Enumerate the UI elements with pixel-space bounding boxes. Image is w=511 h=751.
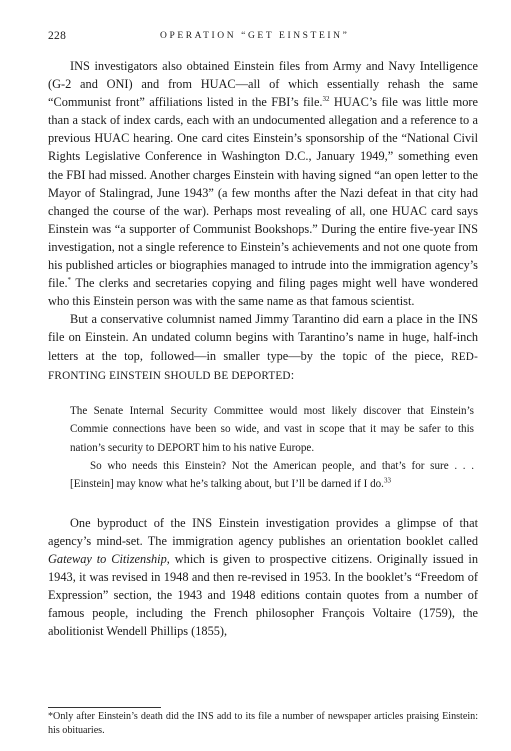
paragraph-text: But a conservative columnist named Jimmy Tarantino did earn a place in the INS file on Einstein. An undated column begins with Tarantino’s name in huge, half-inch letters at the top, followed—in smaller type—by the topic of the piece, <box>48 312 478 363</box>
running-head: OPERATION “GET EINSTEIN” <box>160 31 350 41</box>
footnote-divider <box>48 707 161 708</box>
column-headline: RED-FRONTING EINSTEIN SHOULD BE DEPORTED <box>48 350 478 382</box>
endnote-marker: 33 <box>383 476 391 485</box>
block-quote <box>48 402 478 494</box>
footnote: *Only after Einstein’s death did the INS add to its file a number of newspaper articles praising Einstein: his obituaries. <box>48 711 478 737</box>
paragraph-text: The clerks and secretaries copying and filing pages might well have wondered who this Einstein person was with the same name as that famous scientist. <box>48 276 478 309</box>
paragraph-text: , which is given to prospective citizens. Originally issued in 1943, it was revised in 1948 and then re-revised in 1953. In the booklet’s “Freedom of Expression” section, the 1943 and 1948 editions contain quotes from a number of famous people, including the French philosopher François Voltaire (1759), the abolitionist Wendell Phillips (1855), <box>48 551 478 639</box>
paragraph-text: One byproduct of the INS Einstein investigation provides a glimpse of that agency’s mind-set. The immigration agency publishes an orientation booklet called <box>48 515 478 548</box>
paragraph-text: INS investigators also obtained Einstein files from Army and Navy Intelligence (G-2 and ONI) and from HUAC—all of which essentially rehash the same “Communist front” affiliations listed in the FBI’s file. <box>48 59 478 110</box>
page-header <box>48 30 478 46</box>
quote-text: So who needs this Einstein? Not the American people, and that’s for sure . . . [Einstein] may know what he’s talking about, but I’ll be darned if I do. <box>70 459 474 491</box>
page-number: 228 <box>48 30 67 42</box>
paragraph-tarantino <box>48 310 478 384</box>
paragraph-gateway <box>48 514 478 641</box>
paragraph-ins-files <box>48 57 478 310</box>
footnote-marker: * <box>67 276 72 285</box>
paragraph-text: : <box>290 367 295 382</box>
paragraph-text: HUAC’s file was little more than a stack of index cards, each with an undocumented allegation and a reference to a previous HUAC hearing. One card cites Einstein’s sponsorship of the “National Civil Rights Legislative Conference in Washington D.C., January 1949,” something even the FBI had missed. Another charges Einstein with having signed “an open letter to the Mayor of Stalingrad, June 1943” (a few months after the Nazi defeat in that city had changed the course of the war). Perhaps most revealing of all, one HUAC card says Einstein was “a supporter of Communist Bookshops.” During the entire five-year INS investigation, not a single reference to Einstein’s achievements and not one quote from his published articles or biographies managed to intrude into the immigration agency’s file. <box>48 95 478 291</box>
booklet-title: Gateway to Citizenship <box>48 551 167 566</box>
endnote-marker: 32 <box>322 95 330 104</box>
quote-paragraph <box>70 457 474 494</box>
body-text <box>48 57 478 640</box>
quote-paragraph: The Senate Internal Security Committee would most likely discover that Einstein’s Commie connections have been so wide, and vast in scope that it may be safer to this nation’s security to DEPORT him to his native Europe. <box>70 404 474 454</box>
